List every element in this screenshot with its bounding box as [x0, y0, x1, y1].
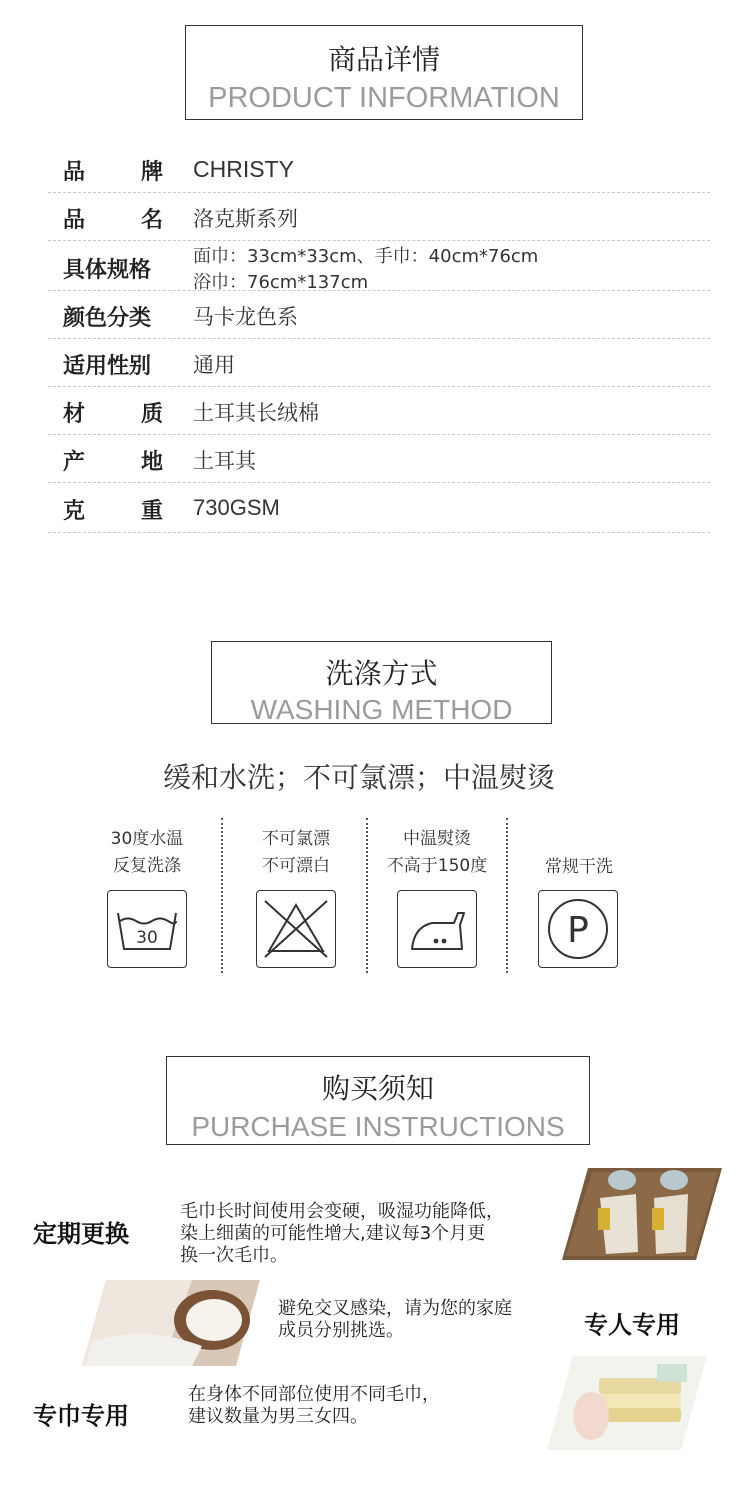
- wash-item-line1: 不可氯漂: [262, 829, 330, 849]
- wash-item-temperature: [88, 822, 206, 972]
- towel-hooks-photo: [562, 1168, 722, 1260]
- tip-text-replace-line2: 染上细菌的可能性增大,建议每3个月更: [180, 1223, 486, 1244]
- spec-label: 产 地: [63, 450, 163, 475]
- wash-item-line2: 反复洗涤: [113, 856, 181, 876]
- divider: [221, 818, 223, 973]
- spec-value: CHRISTY: [193, 156, 294, 182]
- wash-item-iron: [376, 822, 498, 972]
- divider: [366, 818, 368, 973]
- spec-value: 土耳其: [193, 449, 256, 473]
- spec-label: 颜色分类: [63, 306, 152, 331]
- spec-row-origin: [48, 435, 710, 483]
- wash-item-line1: 常规干洗: [545, 857, 613, 877]
- wash-item-line1: 30度水温: [110, 829, 184, 849]
- spec-value: 土耳其长绒棉: [193, 401, 319, 425]
- spec-label: 克 重: [63, 499, 163, 524]
- folded-towels-photo: [82, 1280, 260, 1366]
- tip-text-specific-line2: 建议数量为男三女四。: [188, 1406, 368, 1427]
- spec-row-weight: [48, 483, 710, 533]
- spec-label: 品 牌: [63, 160, 163, 185]
- towel-stack-photo: [547, 1356, 707, 1450]
- purchase-title-box: [166, 1056, 590, 1145]
- iron-medium-icon: [397, 890, 477, 968]
- tip-text-replace-line1: 毛巾长时间使用会变硬，吸湿功能降低，: [180, 1201, 504, 1222]
- dry-clean-p-icon: [538, 890, 618, 968]
- divider: [506, 818, 508, 973]
- tip-head-replace: 定期更换: [33, 1220, 129, 1248]
- wash-item-line1: 中温熨烫: [403, 829, 471, 849]
- spec-value: 730GSM: [193, 495, 280, 520]
- washing-title-box: [211, 641, 552, 724]
- spec-value: 通用: [193, 353, 235, 377]
- spec-label: 具体规格: [63, 258, 152, 283]
- tip-text-dedicated-line2: 成员分别挑选。: [278, 1320, 404, 1341]
- tip-text-specific-line1: 在身体不同部位使用不同毛巾，: [188, 1384, 440, 1405]
- product-info-subtitle: PRODUCT INFORMATION: [208, 82, 560, 114]
- spec-label: 适用性别: [63, 354, 152, 379]
- svg-text:P: P: [567, 910, 589, 951]
- spec-label: 材 质: [63, 402, 163, 427]
- purchase-title: 购买须知: [321, 1072, 434, 1105]
- product-info-title: 商品详情: [327, 43, 440, 76]
- spec-value-line2: 浴巾：76cm*137cm: [193, 272, 369, 293]
- tip-head-specific: 专巾专用: [33, 1402, 129, 1430]
- spec-value: 马卡龙色系: [193, 305, 298, 329]
- spec-row-brand: [48, 145, 710, 193]
- tip-text-replace-line3: 换一次毛巾。: [180, 1245, 288, 1266]
- spec-label: 品 名: [63, 208, 163, 233]
- purchase-subtitle: PURCHASE INSTRUCTIONS: [191, 1111, 565, 1142]
- washing-summary: 缓和水洗；不可氯漂；中温熨烫: [162, 761, 555, 794]
- spec-row-material: [48, 387, 710, 435]
- wash-item-dry-clean: [520, 822, 638, 972]
- washing-title: 洗涤方式: [325, 657, 438, 690]
- wash-item-line2: 不可漂白: [262, 856, 330, 876]
- spec-row-size: [48, 241, 710, 291]
- washing-subtitle: WASHING METHOD: [250, 694, 513, 725]
- spec-row-name: [48, 193, 710, 241]
- spec-value: 面巾：33cm*33cm、手巾：40cm*76cm: [193, 246, 539, 267]
- wash-item-no-bleach: [236, 822, 356, 972]
- spec-row-gender: [48, 339, 710, 387]
- tip-text-dedicated-line1: 避免交叉感染，请为您的家庭: [278, 1298, 512, 1319]
- no-bleach-icon: [256, 890, 336, 968]
- spec-value: 洛克斯系列: [193, 207, 298, 231]
- spec-row-color: [48, 291, 710, 339]
- product-info-title-box: [185, 25, 583, 120]
- tip-head-dedicated: 专人专用: [584, 1311, 680, 1339]
- svg-text:30: 30: [136, 928, 158, 948]
- wash-basin-30-icon: [107, 890, 187, 968]
- wash-item-line2: 不高于150度: [386, 856, 488, 876]
